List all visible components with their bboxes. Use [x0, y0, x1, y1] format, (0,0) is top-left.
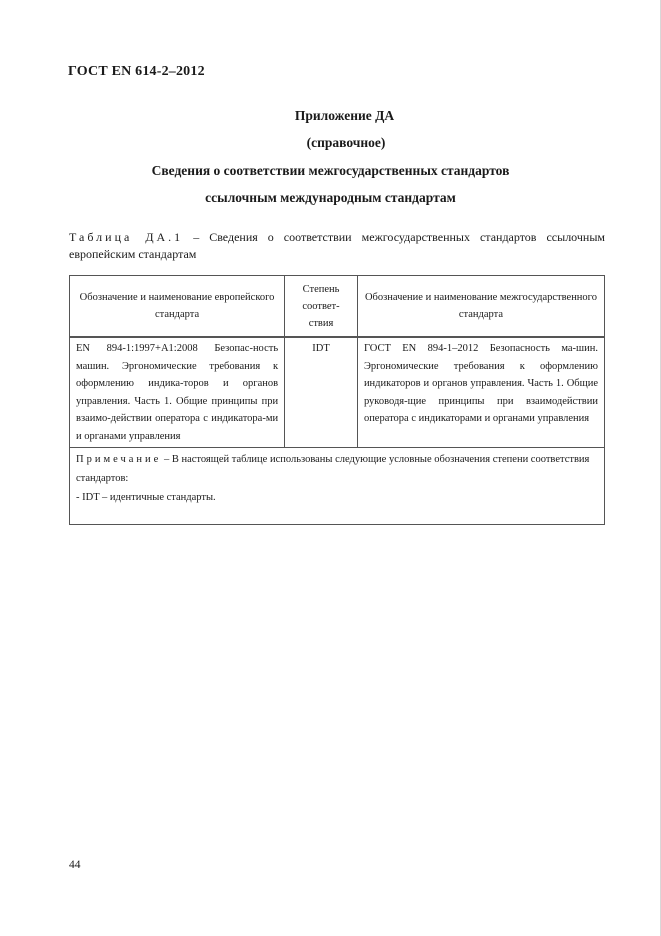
page-number: 44	[69, 859, 81, 871]
header-interstate-standard: Обозначение и наименование межгосударственного стандарта	[357, 276, 604, 338]
table-caption-label: Таблица ДА.1	[69, 230, 184, 244]
header-degree: Степень соответ-ствия	[285, 276, 358, 338]
cell-degree: IDT	[285, 337, 358, 448]
annex-heading-line-1: Сведения о соответствии межгосударственных стандартов	[151, 163, 510, 178]
note-item: - IDT – идентичные стандарты.	[76, 492, 216, 503]
table-caption	[69, 229, 605, 263]
annex-status: (справочное)	[306, 135, 386, 150]
cell-interstate-standard: ГОСТ EN 894-1–2012 Безопасность ма-шин. Эргономические требования к оформлению индикаторов и органов управления. Часть 1. Общие руководя-щие принципы при взаимодействии оператора с индикаторами и органами управления	[357, 337, 604, 448]
table-note-row	[70, 448, 605, 525]
correspondence-table	[69, 275, 605, 525]
table-note	[70, 448, 605, 525]
table-row	[70, 337, 605, 448]
note-text: – В настоящей таблице использованы следующие условные обозначения степени соответствия стандартов:	[76, 454, 590, 484]
table-caption-text: – Сведения о соответствии межгосударственных стандартов ссылочным европейским стандартам	[69, 230, 605, 261]
annex-title: Приложение ДА	[294, 108, 395, 123]
note-label: Примечание	[76, 454, 162, 465]
cell-european-standard: EN 894-1:1997+A1:2008 Безопас-ность машин. Эргономические требования к оформлению индика-торов и органов управления. Часть 1. Общие принципы при взаимо-действии оператора с индикатора-ми и органами управления	[70, 337, 285, 448]
table-header-row	[70, 276, 605, 338]
annex-heading-line-2: ссылочным международным стандартам	[205, 190, 456, 205]
header-european-standard: Обозначение и наименование европейского стандарта	[70, 276, 285, 338]
document-id: ГОСТ EN 614-2–2012	[68, 64, 205, 79]
